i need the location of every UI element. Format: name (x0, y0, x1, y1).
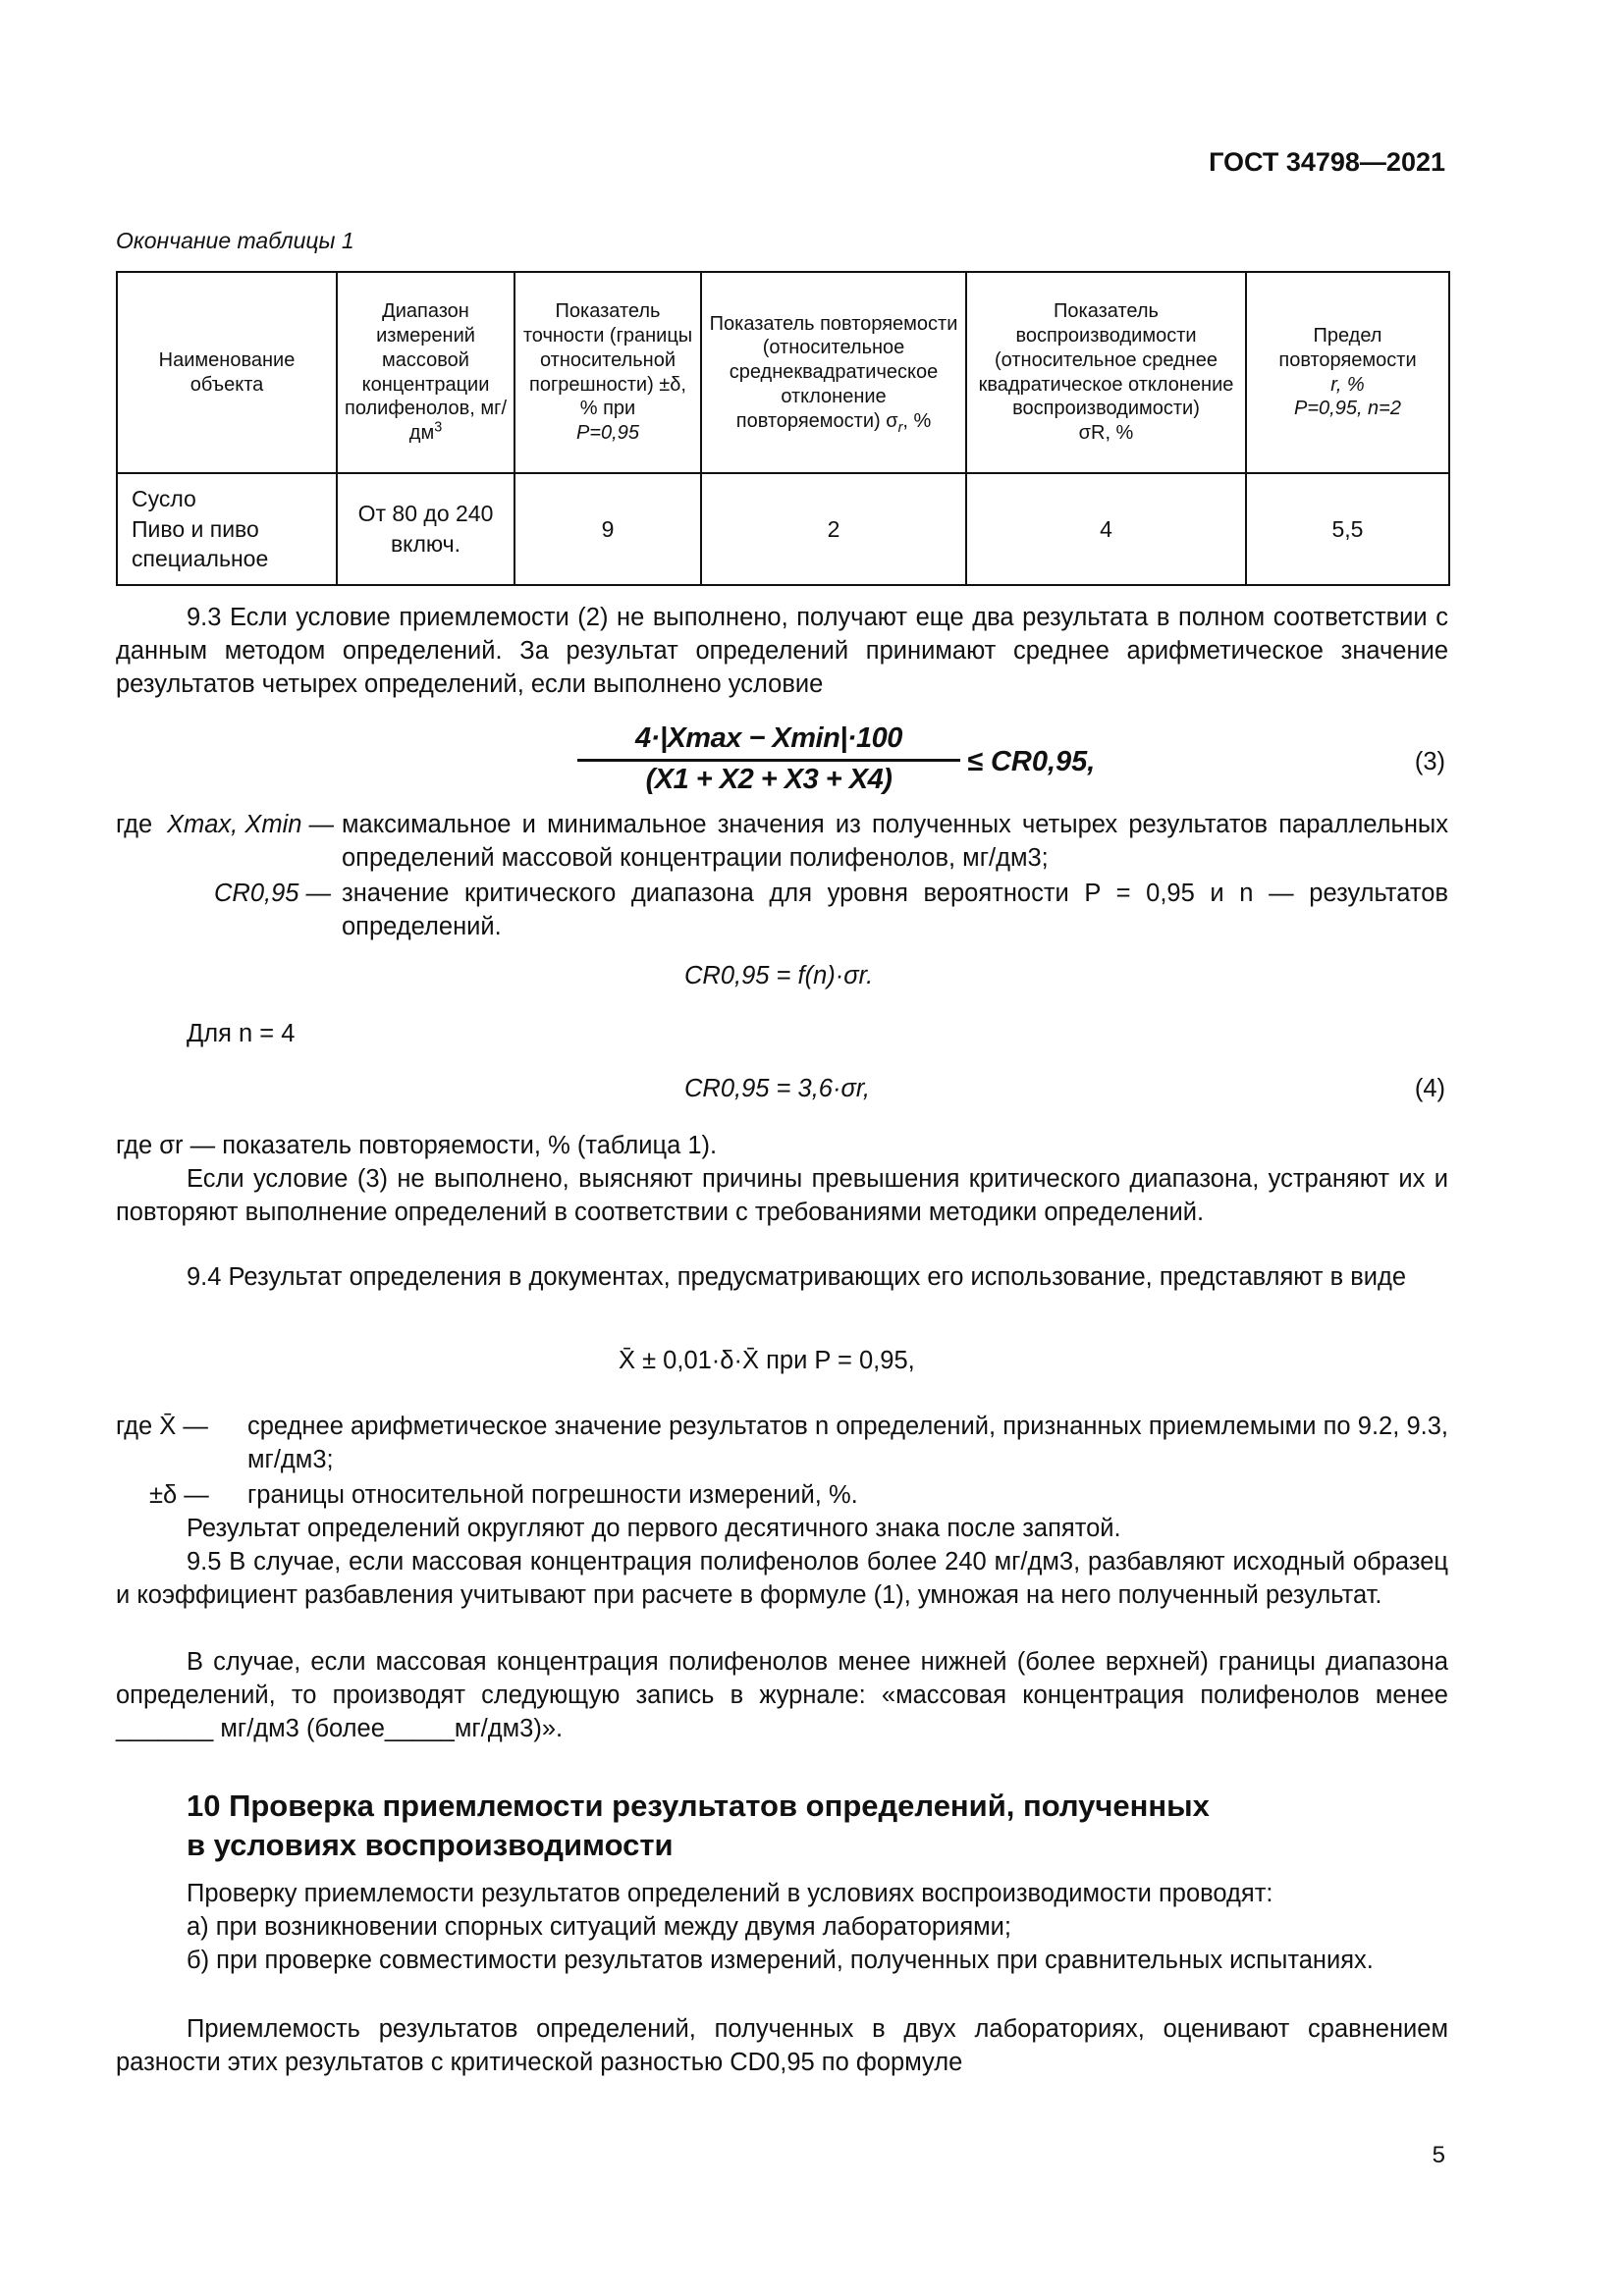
sigma-definition: где σr — показатель повторяемости, % (таблица 1). (116, 1132, 718, 1159)
cell-accuracy: 9 (514, 473, 701, 585)
def-xbar-text: среднее арифметическое значение результатов n определений, признанных приемлемыми по 9.2, 9.3, мг/дм3; (247, 1413, 1448, 1473)
paragraph-9-4: 9.4 Результат определения в документах, предусматривающих его использование, представляют в виде (187, 1263, 1407, 1291)
paragraph-if-3: Если условие (3) не выполнено, выясняют причины превышения критического диапазона, устраняют их и повторяют выполнение определений в соответствии с требованиями методики определений. (116, 1165, 1448, 1226)
formula-3-denominator: (X1 + X2 + X3 + X4) (645, 764, 893, 795)
def-cr-text: значение критического диапазона для уровня вероятности P = 0,95 и n — результатов определений. (342, 880, 1448, 940)
formula-cr: CR0,95 = f(n)·σr. (684, 962, 874, 989)
def-delta-text: границы относительной погрешности измерений, %. (247, 1481, 858, 1509)
col-header-accuracy: Показатель точности (границы относительной погрешности) ±δ, % при P=0,95 (514, 272, 701, 473)
formula-3-number: (3) (1414, 748, 1445, 775)
paragraph-round: Результат определений округляют до первого десятичного знака после запятой. (187, 1515, 1121, 1542)
def-delta-term: ±δ — (149, 1481, 209, 1509)
section-10-heading: 10 Проверка приемлемости результатов определений, полученных в условиях воспроизводимости (187, 1789, 1210, 1862)
section-10-item-b: б) при проверке совместимости результатов измерений, полученных при сравнительных испытаниях. (187, 1947, 1374, 1974)
where-label: где (116, 811, 153, 838)
def-x-text: максимальное и минимальное значения из полученных четырех результатов параллельных определений массовой концентрации полифенолов, мг/дм3; (342, 811, 1448, 872)
formula-result: X̄ ± 0,01·δ·X̄ при P = 0,95, (619, 1347, 915, 1374)
cell-repeatability: 2 (701, 473, 966, 585)
paragraph-9-5: 9.5 В случае, если массовая концентрация полифенолов более 240 мг/дм3, разбавляют исходный образец и коэффициент разбавления учитывают при расчете в формуле (1), умножая на него полученный результат. (116, 1548, 1448, 1609)
cell-limit: 5,5 (1246, 473, 1449, 585)
page-number: 5 (1432, 2142, 1445, 2168)
paragraph-9-3: 9.3 Если условие приемлемости (2) не выполнено, получают еще два результата в полном соответствии с данным методом определений. За результат определений принимают среднее арифметическое значение результатов четырех определений, если выполнено условие (116, 604, 1448, 698)
formula-3-numerator: 4·|Xmax − Xmin|·100 (577, 722, 960, 762)
formula-4-number: (4) (1414, 1075, 1445, 1102)
table-row (117, 473, 1449, 585)
def-x-term: Xmax, Xmin — (167, 811, 335, 838)
def-xbar-term: где X̄ — (116, 1413, 208, 1440)
for-n-label: Для n = 4 (187, 1020, 296, 1047)
section-10-intro: Проверку приемлемости результатов определений в условиях воспроизводимости проводят: (187, 1880, 1273, 1907)
section-10-item-a: а) при возникновении спорных ситуаций между двумя лабораториями; (187, 1913, 1011, 1941)
col-header-object: Наименование объекта (117, 272, 337, 473)
cell-range: От 80 до 240 включ. (337, 473, 514, 585)
def-cr-term: CR0,95 — (214, 880, 332, 907)
section-10-last: Приемлемость результатов определений, полученных в двух лабораториях, оценивают сравнением разности этих результатов с критической разностью CD0,95 по формуле (116, 2015, 1448, 2076)
col-header-limit: Предел повторяемости r, % P=0,95, n=2 (1246, 272, 1449, 473)
cell-object: Сусло Пиво и пиво специальное (117, 473, 337, 585)
table-caption: Окончание таблицы 1 (116, 228, 354, 253)
col-header-repeatability: Показатель повторяемости (относительное среднеквадратическое отклонение повторяемости) $\sigma_r$, % (701, 272, 966, 473)
data-table (116, 271, 1450, 586)
standard-number: ГОСТ 34798—2021 (1209, 147, 1445, 177)
col-header-range: Диапазон измерений массовой концентрации полифенолов, $мг/дм^3$ (337, 272, 514, 473)
table-header-row (117, 272, 1449, 473)
formula-4: CR0,95 = 3,6·σr, (684, 1075, 871, 1102)
paragraph-less: В случае, если массовая концентрация полифенолов менее нижней (более верхней) границы диапазона определений, то производят следующую запись в журнале: «массовая концентрация полифенолов менее _______ мг/дм3 (более_____мг/дм3)». (116, 1648, 1448, 1742)
formula-3-fraction (577, 722, 960, 796)
cell-reproducibility: 4 (966, 473, 1246, 585)
formula-3-tail: ≤ CR0,95, (967, 746, 1096, 777)
col-header-reproducibility: Показатель воспроизводимости (относительное среднее квадратическое отклонение воспроизводимости) σR, % (966, 272, 1246, 473)
